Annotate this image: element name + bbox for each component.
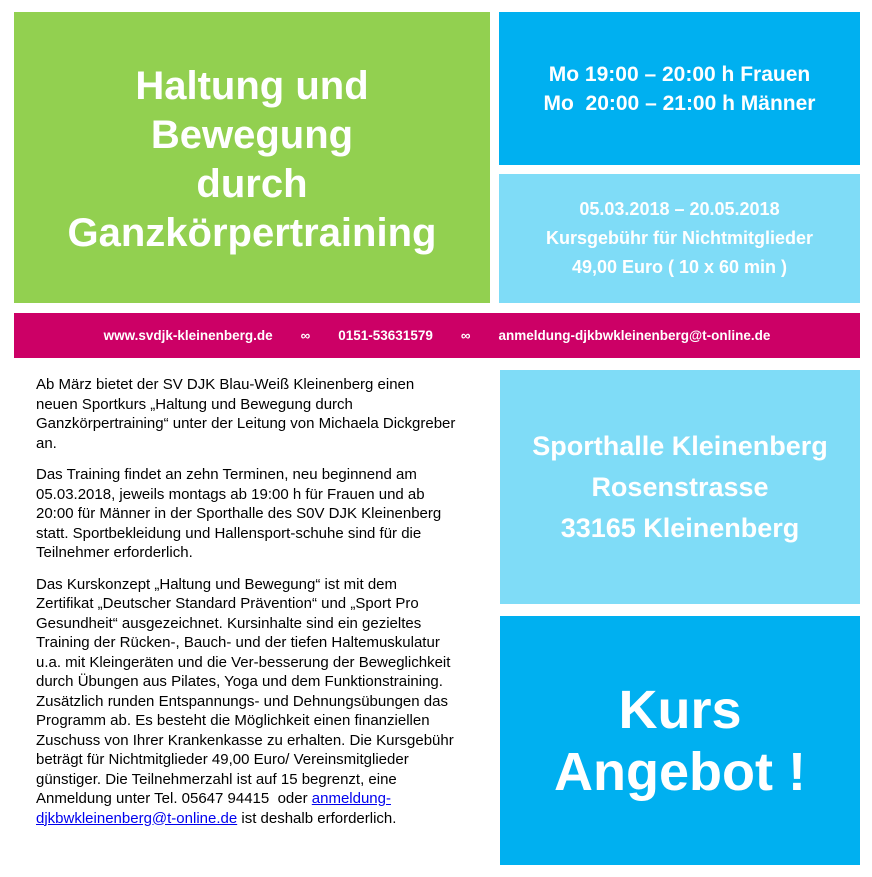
email-link[interactable]: anmeldung-djkbwkleinenberg@t-online.de (498, 328, 771, 343)
schedule-women: Mo 19:00 – 20:00 h Frauen (548, 62, 811, 86)
paragraph-intro: Ab März bietet der SV DJK Blau-Weiß Kleinenberg einen neuen Sportkurs „Haltung und Bewegung durch Ganzkörpertraining“ unter der Leitung von Michaela Dickgreber an. (36, 376, 456, 452)
offer-line-2: Angebot ! (554, 741, 806, 802)
fee-label: Kursgebühr für Nichtmitglieder (545, 228, 814, 248)
schedule-box (499, 12, 860, 165)
website-link[interactable]: www.svdjk-kleinenberg.de (103, 328, 273, 343)
title-line: Haltung und (135, 63, 369, 108)
registration-email-link[interactable]: anmeldung-djkbwkleinenberg@t-online.de (36, 790, 391, 827)
offer-box (500, 616, 860, 865)
infinity-separator-icon: ∞ (460, 328, 471, 343)
venue-box (500, 370, 860, 604)
paragraph-schedule: Das Training findet an zehn Terminen, neu beginnend am 05.03.2018, jeweils montags ab 19:00 h für Frauen und ab 20:00 für Männer in der Sporthalle des S0V DJK Kleinenberg statt. Sportbekleidung und Hallensport-schuhe sind für die Teilnehmer erforderlich. (36, 466, 442, 561)
phone-number: 0151-53631579 (338, 328, 433, 343)
title-line: durch (196, 161, 308, 206)
title-line: Bewegung (150, 112, 354, 157)
venue-city: 33165 Kleinenberg (560, 512, 800, 543)
dates-fee-box (499, 174, 860, 303)
venue-name: Sporthalle Kleinenberg (532, 430, 828, 461)
venue-street: Rosenstrasse (591, 471, 769, 502)
paragraph-concept-text: Das Kurskonzept „Haltung und Bewegung“ ist mit dem Zertifikat „Deutscher Standard Prävention“ und „Sport Pro Gesundheit“ ausgezeichnet. Kursinhalte sind ein gezieltes Training der Rücken-, Bauch- und der tiefen Haltemuskulatur u.a. mit Kleingeräten und die Ver-besserung der Beweglichkeit durch Übungen aus Pilates, Yoga und dem Funktionstraining. Zusätzlich runden Entspannungs- und Dehnungsübungen das Programm ab. Es besteht die Möglichkeit einen finanziellen Zuschuss von Ihrer Krankenkasse zu erhalten. Die Kursgebühr beträgt für Nichtmitglieder 49,00 Euro/ Vereinsmitglieder günstiger. Die Teilnehmerzahl ist auf 15 begrenzt, eine Anmeldung unter Tel. 05647 94415 oder (36, 575, 458, 807)
course-description (36, 375, 456, 840)
title-line: Ganzkörpertraining (67, 210, 437, 255)
contact-bar (14, 313, 860, 358)
infinity-separator-icon: ∞ (300, 328, 311, 343)
paragraph-concept-end: ist deshalb erforderlich. (237, 809, 397, 827)
course-title (68, 58, 437, 258)
title-box (14, 12, 490, 303)
date-range: 05.03.2018 – 20.05.2018 (579, 199, 780, 219)
schedule-men: Mo 20:00 – 21:00 h Männer (543, 91, 816, 115)
fee-amount: 49,00 Euro ( 10 x 60 min ) (571, 257, 788, 277)
offer-line-1: Kurs (618, 679, 742, 740)
paragraph-concept (36, 575, 456, 829)
